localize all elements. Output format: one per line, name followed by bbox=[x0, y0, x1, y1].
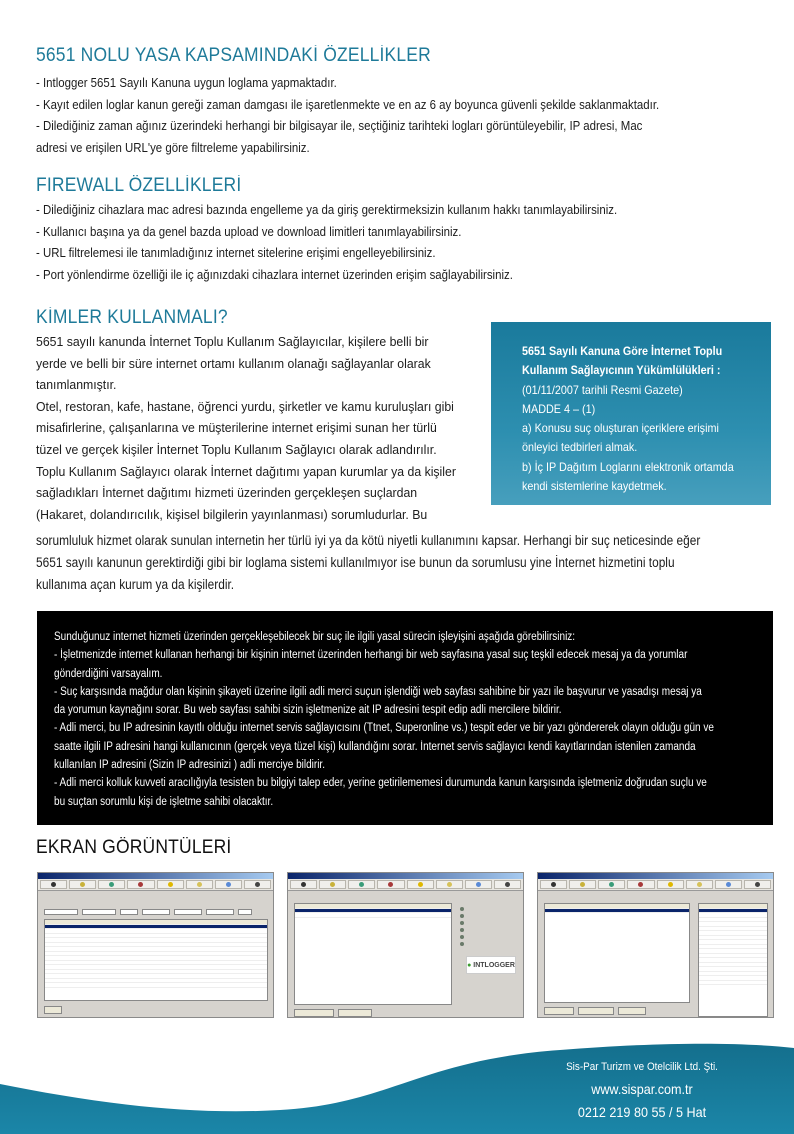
tab-icon bbox=[627, 880, 654, 889]
paragraph-line: yerde ve belli bir süre internet ortamı kullanım olanağı sağlayanlar olarak bbox=[36, 355, 431, 371]
screenshot-log-viewer bbox=[37, 872, 274, 1018]
law-features-list bbox=[36, 72, 776, 158]
infobox-title-line: Kullanım Sağlayıcının Yükümlülükleri : bbox=[522, 363, 721, 378]
law-feature-line: - Dilediğiniz zaman ağınız üzerindeki herhangi bir bilgisayar ile, seçtiğiniz tarihteki logları görüntüleyebilir, IP adresi, Mac bbox=[36, 118, 643, 133]
window-button bbox=[544, 1007, 574, 1015]
footer-website[interactable]: www.sispar.com.tr bbox=[591, 1081, 693, 1097]
legal-process-line: gönderdiğini varsayalım. bbox=[54, 667, 163, 680]
service-status-list bbox=[460, 905, 520, 947]
section-title-firewall: FIREWALL ÖZELLİKLERİ bbox=[36, 175, 242, 196]
paragraph-line: (Hakaret, dolandırıcılık, kişisel bilgilerin yayınlanması) sorumludurlar. Bu bbox=[36, 506, 428, 522]
obligations-infobox bbox=[491, 322, 771, 505]
user-field bbox=[206, 909, 234, 915]
who-should-use-continuation bbox=[36, 530, 791, 596]
law-feature-line: adresi ve erişilen URL'ye göre filtreleme yapabilirsiniz. bbox=[36, 139, 310, 155]
paragraph-line: Toplu Kullanım Sağlayıcı olarak İnternet dağıtımı yapan kurumlar ya da kişiler bbox=[36, 463, 456, 479]
firewall-feature-line: - URL filtrelemesi ile tanımladığınız internet sitelerine erişimi engelleyebilirsiniz. bbox=[36, 245, 436, 260]
legal-process-line: da yorumun kaynağını sorar. Bu web sayfası sahibi sizin işletmenize ait IP adresini tespit edip adli mercilere bildirir. bbox=[54, 704, 562, 717]
legal-process-box bbox=[37, 611, 773, 825]
ip-field bbox=[142, 909, 170, 915]
law-feature-line: - Intlogger 5651 Sayılı Kanuna uygun loglama yapmaktadır. bbox=[36, 75, 337, 90]
footer-company: Sis-Par Turizm ve Otelcilik Ltd. Şti. bbox=[566, 1061, 718, 1073]
infobox-title-line: 5651 Sayılı Kanuna Göre İnternet Toplu bbox=[522, 344, 723, 358]
paragraph-line: 5651 sayılı kanunun gerektirdiği gibi bir loglama sistemi kullanılmıyor ise bunun da sorumlusu yine İnternet hizmetini toplu bbox=[36, 555, 675, 570]
legal-process-line: - Adli merci, bu IP adresinin kayıtlı olduğu internet servis sağlayıcısını (Ttnet, Superonline vs.) tespit eder ve bir yazı göndererek olayın olduğu gün ve bbox=[54, 722, 714, 735]
mac-field bbox=[174, 909, 202, 915]
legal-process-line: kullanılan IP adresini (Sizin IP adresinizi ) adli merciye bildirir. bbox=[54, 759, 325, 772]
intlogger-logo: ● INTLOGGER bbox=[466, 956, 516, 974]
legal-process-line: - İşletmenizde internet kullanan herhangi bir kişinin internet üzerinden herhangi bir web sayfasına yasal suç teşkil edecek mesaj ya da yorumlar bbox=[54, 649, 688, 662]
who-should-use-paragraph bbox=[36, 331, 488, 525]
infobox-line: kendi sistemlerine kaydetmek. bbox=[522, 479, 667, 494]
tab-icon bbox=[744, 880, 771, 889]
law-feature-line: - Kayıt edilen loglar kanun gereği zaman damgası ile işaretlenmekte ve en az 6 ay boyunca güvenli şekilde saklanmaktadır. bbox=[36, 96, 660, 112]
infobox-line: a) Konusu suç oluşturan içeriklere erişimi bbox=[522, 421, 719, 436]
legal-process-line: Sunduğunuz internet hizmeti üzerinden gerçekleşebilecek bir suç ile ilgili yasal sürecin işleyişini aşağıda görebilirsiniz: bbox=[54, 631, 576, 643]
tab-icon bbox=[98, 880, 125, 889]
tab-icon bbox=[657, 880, 684, 889]
log-table bbox=[44, 919, 268, 1001]
paragraph-line: 5651 sayılı kanunda İnternet Toplu Kullanım Sağlayıcılar, kişilere belli bir bbox=[36, 334, 429, 349]
paragraph-line: Otel, restoran, kafe, hastane, öğrenci yurdu, şirketler ve kamu kuruluşları gibi bbox=[36, 398, 454, 414]
tab-icon bbox=[157, 880, 184, 889]
window-button bbox=[338, 1009, 372, 1017]
screenshot-status bbox=[287, 872, 524, 1018]
active-users-table bbox=[294, 903, 452, 1005]
footer-phone: 0212 219 80 55 / 5 Hat bbox=[577, 1104, 707, 1120]
window-button bbox=[578, 1007, 614, 1015]
tab-icon bbox=[686, 880, 713, 889]
user-list-table bbox=[698, 903, 768, 1017]
tab-icon bbox=[186, 880, 213, 889]
infobox-line: MADDE 4 – (1) bbox=[522, 401, 596, 416]
legal-process-line: - Suç karşısında mağdur olan kişinin şikayeti üzerine ilgili adli merci suçun işlendiği web sayfası sahibine bir yazı ile başvurur ve yasadışı mesaj ya bbox=[54, 685, 702, 698]
infobox-line: önleyici tedbirleri almak. bbox=[522, 440, 638, 455]
tab-icon bbox=[540, 880, 567, 889]
tab-icon bbox=[244, 880, 271, 889]
window-tabs bbox=[538, 879, 773, 891]
tab-icon bbox=[40, 880, 67, 889]
window-tabs bbox=[288, 879, 523, 891]
paragraph-line: sorumluluk hizmet olarak sunulan internetin her türlü iyi ya da kötü niyetli kullanımını kapsar. Herhangi bir suç neticesinde eğer bbox=[36, 533, 701, 548]
tab-icon bbox=[494, 880, 521, 889]
tab-icon bbox=[465, 880, 492, 889]
tab-icon bbox=[348, 880, 375, 889]
date-field bbox=[82, 909, 116, 915]
tab-icon bbox=[319, 880, 346, 889]
section-title-screenshots: EKRAN GÖRÜNTÜLERİ bbox=[36, 837, 232, 858]
legal-process-line: - Adli merci kolluk kuvveti aracılığıyla tesisten bu bilgiyi talep eder, yerine getirilememesi durumunda kanun karşısında işletmeniz doğrudan suçlu ve bbox=[54, 777, 707, 790]
section-title-who-should-use: KİMLER KULLANMALI? bbox=[36, 307, 228, 328]
logo-text: INTLOGGER bbox=[473, 961, 515, 969]
window-button bbox=[618, 1007, 646, 1015]
tab-icon bbox=[407, 880, 434, 889]
tab-icon bbox=[127, 880, 154, 889]
section-title-law-features: 5651 NOLU YASA KAPSAMINDAKİ ÖZELLİKLER bbox=[36, 45, 431, 66]
window-button bbox=[294, 1009, 334, 1017]
window-button bbox=[44, 1006, 62, 1014]
window-tabs bbox=[38, 879, 273, 891]
infobox-line: (01/11/2007 tarihli Resmi Gazete) bbox=[522, 382, 683, 397]
firewall-feature-line: - Dilediğiniz cihazlara mac adresi bazında engelleme ya da giriş gerektirmeksizin kullanım hakkı tanımlayabilirsiniz. bbox=[36, 202, 618, 217]
tab-icon bbox=[569, 880, 596, 889]
paragraph-line: kullanıma açan kurum ya da kişilerdir. bbox=[36, 577, 235, 592]
paragraph-line: sağladıkları İnternet dağıtımı hizmeti üzerinden gerçekleşen suçlardan bbox=[36, 485, 418, 501]
screenshot-user-info bbox=[537, 872, 774, 1018]
paragraph-line: tanımlanmıştır. bbox=[36, 377, 117, 393]
tab-icon bbox=[290, 880, 317, 889]
tab-icon bbox=[377, 880, 404, 889]
legal-process-line: bu suçtan sorumlu kişi de işletme sahibi olacaktır. bbox=[54, 795, 274, 808]
legal-process-line: saatte ilgili IP adresini hangi kullanıcının (gerçek veya tüzel kişi) kullandığını sorar. İnternet servis sağlayıcı kendi kayıtlarından istenilen zamanda bbox=[54, 740, 696, 753]
tab-icon bbox=[715, 880, 742, 889]
tab-icon bbox=[436, 880, 463, 889]
firewall-feature-line: - Port yönlendirme özelliği ile iç ağınızdaki cihazlara internet üzerinden erişim sağlayabilirsiniz. bbox=[36, 266, 513, 282]
user-info-table bbox=[544, 903, 690, 1003]
tab-icon bbox=[598, 880, 625, 889]
infobox-line: b) İç IP Dağıtım Loglarını elektronik ortamda bbox=[522, 459, 734, 474]
paragraph-line: tüzel ve gerçek kişiler İnternet Toplu Kullanım Sağlayıcı olarak adlandırılır. bbox=[36, 441, 437, 457]
tab-icon bbox=[215, 880, 242, 889]
tab-icon bbox=[69, 880, 96, 889]
date-field bbox=[44, 909, 78, 915]
firewall-feature-line: - Kullanıcı başına ya da genel bazda upload ve download limitleri tanımlayabilirsiniz. bbox=[36, 223, 462, 239]
firewall-features-list bbox=[36, 199, 696, 285]
paragraph-line: misafirlerine, çalışanlarına ve müşterilerine internet erişimi sunan her türlü bbox=[36, 420, 437, 436]
filter-button bbox=[238, 909, 252, 915]
protocol-field bbox=[120, 909, 138, 915]
